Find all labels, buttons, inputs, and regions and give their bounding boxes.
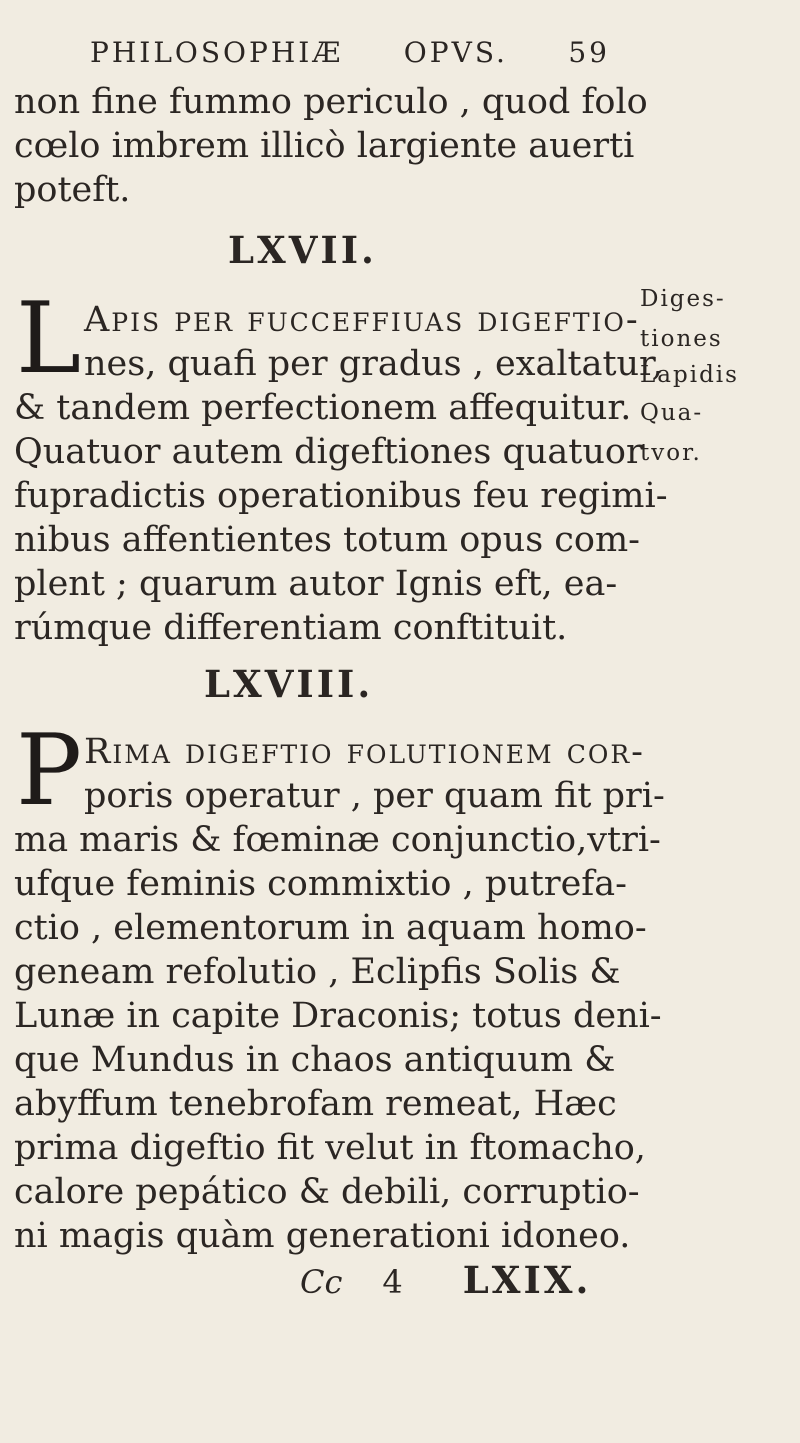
running-title-2: OPVS. bbox=[403, 36, 508, 69]
catchword: LXIX. bbox=[462, 1258, 592, 1302]
signature-number: 4 bbox=[382, 1263, 403, 1301]
body-line: Apis per fucceffiuas digeftio- bbox=[84, 300, 640, 340]
page-number: 59 bbox=[568, 36, 610, 69]
signature-mark: Cc bbox=[300, 1263, 343, 1301]
body-line: poris operatur , per quam fit pri- bbox=[84, 776, 665, 816]
body-line: prima digeftio fit velut in ftomacho, bbox=[14, 1128, 646, 1168]
body-line: & tandem perfectionem affequitur. bbox=[14, 388, 632, 428]
body-line: fupradictis operationibus feu regimi- bbox=[14, 476, 668, 516]
drop-cap: L bbox=[16, 282, 82, 396]
margin-note: Qua- bbox=[640, 400, 704, 426]
body-line: poteft. bbox=[14, 170, 131, 210]
body-line: ufque feminis commixtio , putrefa- bbox=[14, 864, 627, 904]
section-heading: LXVII. bbox=[228, 228, 377, 272]
body-line: rúmque differentiam conftituit. bbox=[14, 608, 568, 648]
body-line: geneam refolutio , Eclipfis Solis & bbox=[14, 952, 621, 992]
body-line: Rima digeftio folutionem cor- bbox=[84, 732, 645, 772]
body-line: ctio , elementorum in aquam homo- bbox=[14, 908, 647, 948]
running-title: PHILOSOPHIÆ bbox=[90, 36, 344, 69]
body-line: nibus affentientes totum opus com- bbox=[14, 520, 640, 560]
drop-cap: P bbox=[16, 714, 82, 828]
body-line: nes, quafi per gradus , exaltatur, bbox=[84, 344, 664, 384]
body-line: calore pepático & debili, corruptio- bbox=[14, 1172, 640, 1212]
body-line: abyffum tenebrofam remeat, Hæc bbox=[14, 1084, 617, 1124]
margin-note: Diges- bbox=[640, 286, 726, 312]
margin-note: tvor. bbox=[640, 440, 702, 466]
margin-note: tiones bbox=[640, 326, 723, 352]
body-line: que Mundus in chaos antiquum & bbox=[14, 1040, 616, 1080]
body-line: ni magis quàm generationi idoneo. bbox=[14, 1216, 631, 1256]
body-line: cœlo imbrem illicò largiente auerti bbox=[14, 126, 635, 166]
body-line: ma maris & fœminæ conjunctio,vtri- bbox=[14, 820, 661, 860]
section-heading: LXVIII. bbox=[204, 662, 374, 706]
body-line: plent ; quarum autor Ignis eft, ea- bbox=[14, 564, 618, 604]
running-header bbox=[90, 36, 610, 69]
body-line: non fine fummo periculo , quod folo bbox=[14, 82, 648, 122]
margin-note: Lapidis bbox=[640, 362, 739, 388]
body-line: Lunæ in capite Draconis; totus deni- bbox=[14, 996, 662, 1036]
page-footer bbox=[300, 1258, 591, 1302]
body-line: Quatuor autem digeftiones quatuor bbox=[14, 432, 643, 472]
